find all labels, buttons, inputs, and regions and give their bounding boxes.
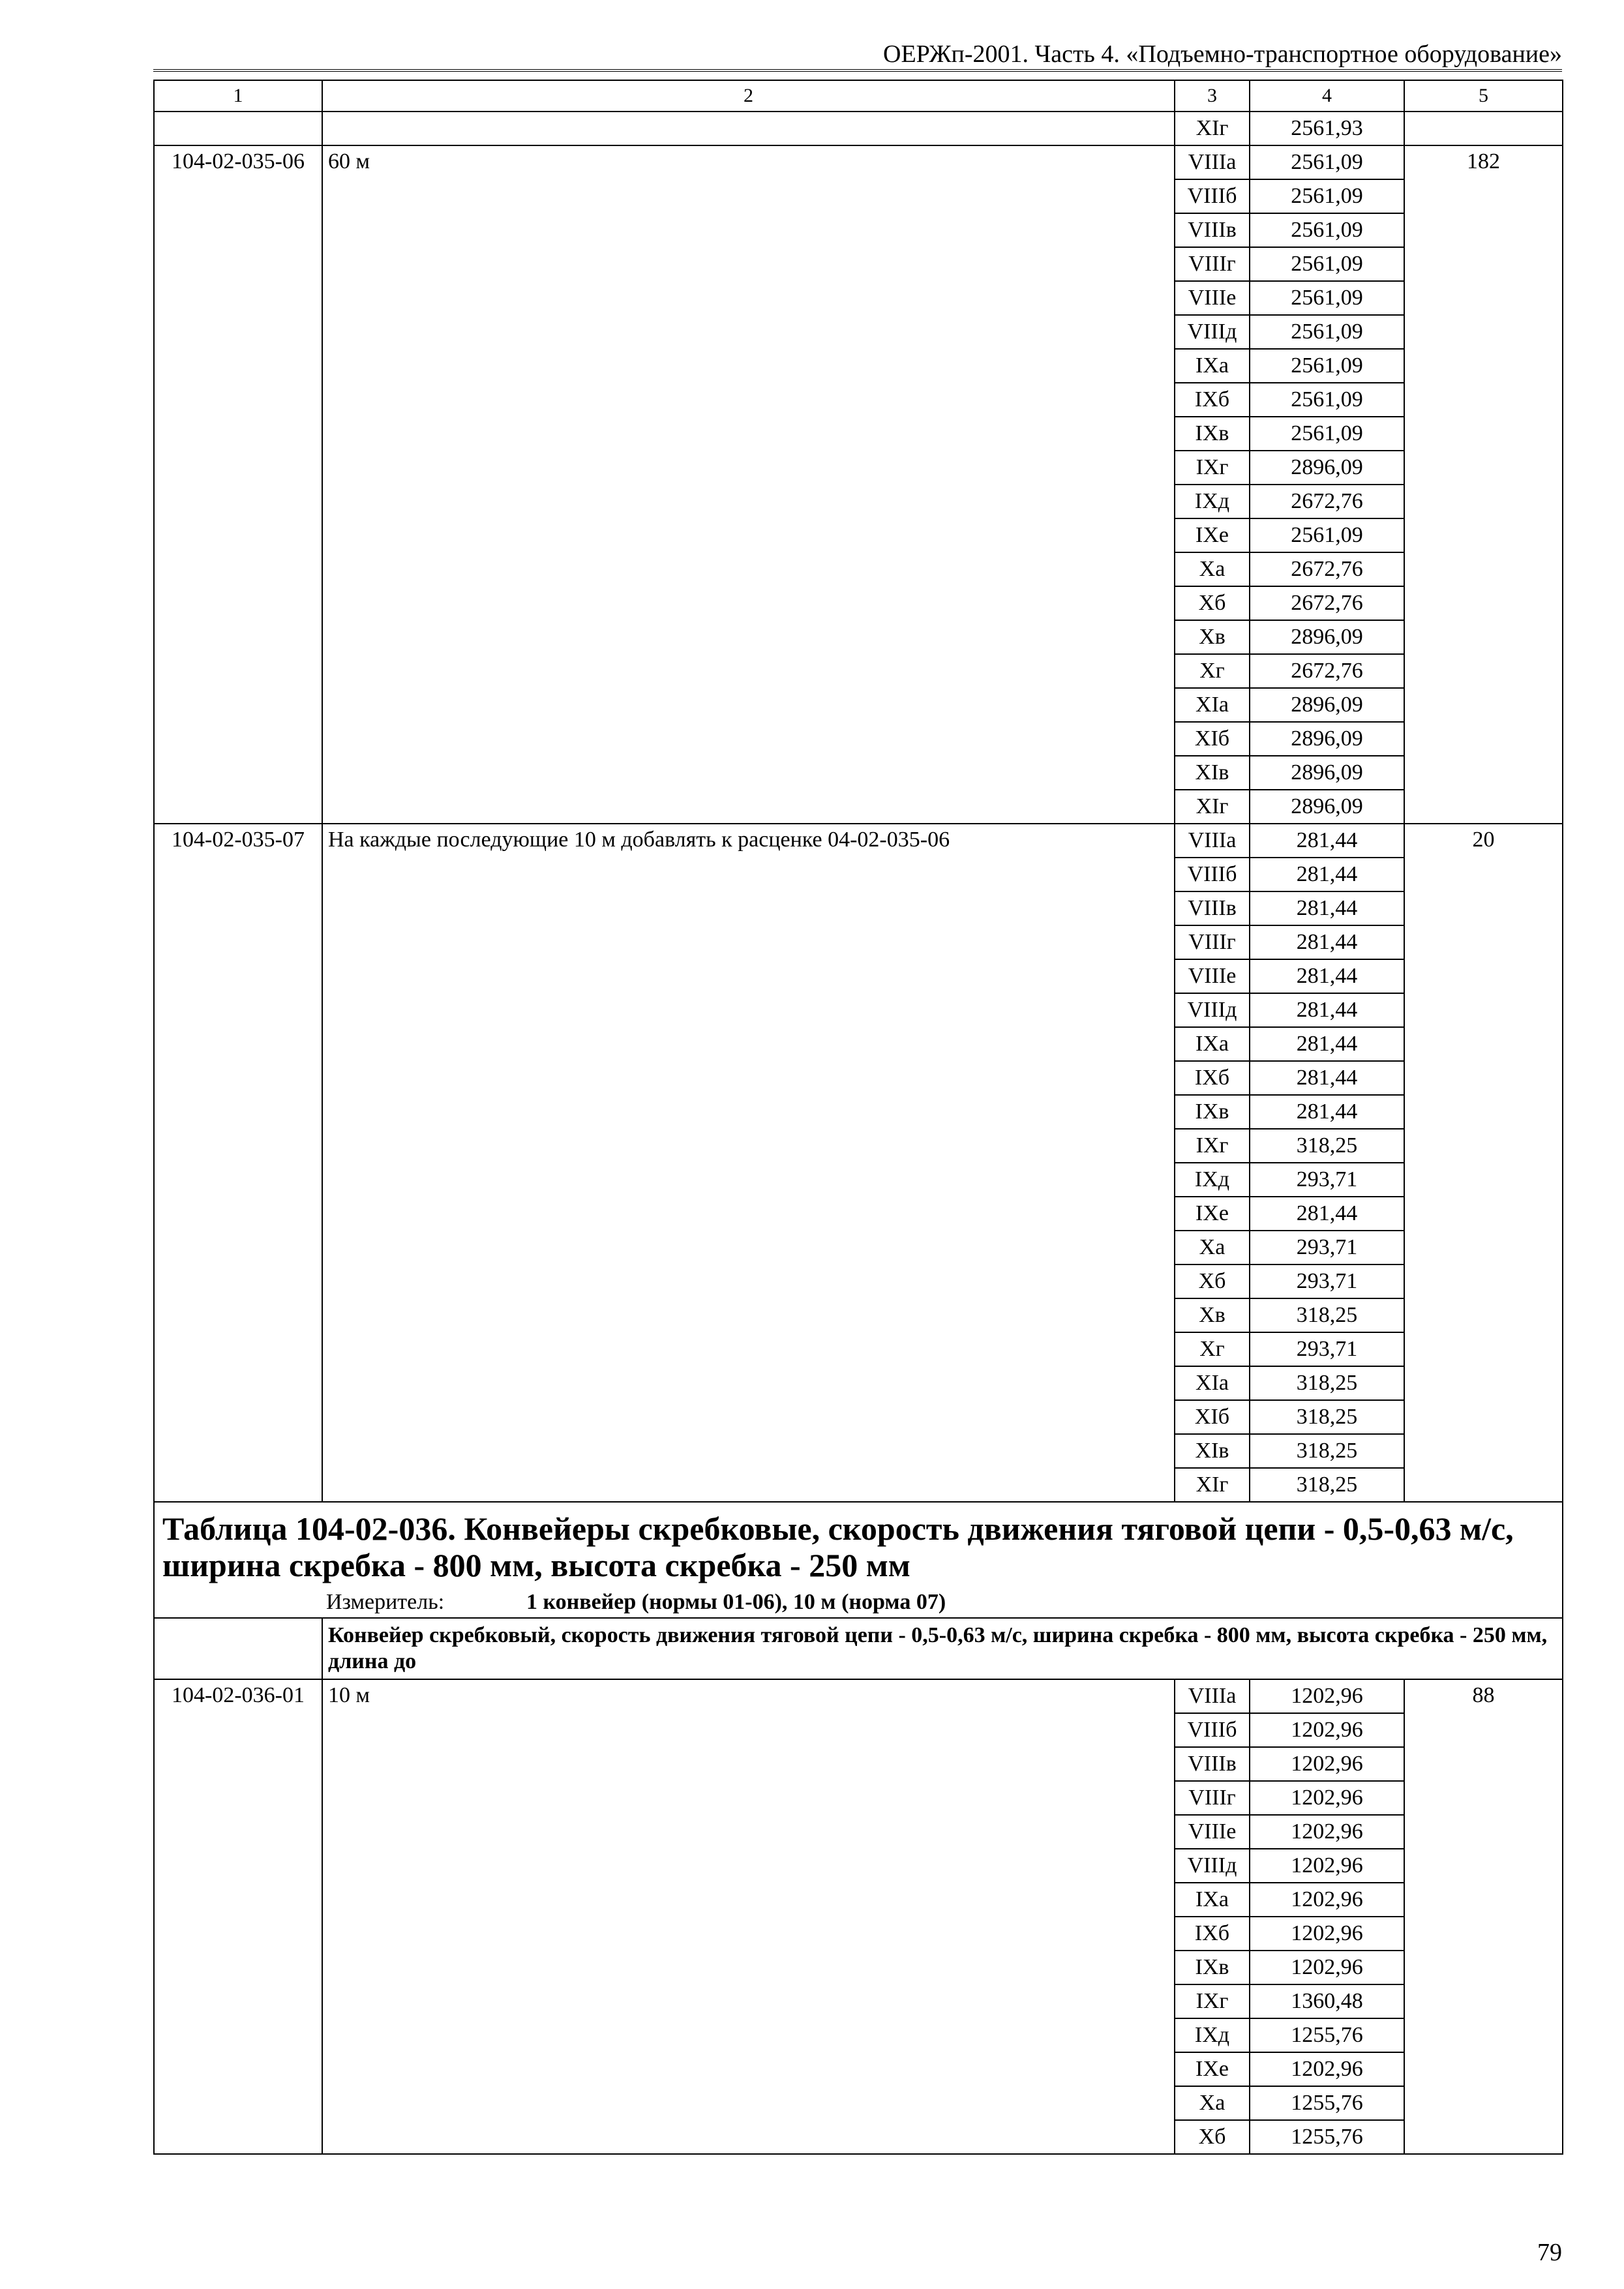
price-cell: 2561,93: [1250, 112, 1404, 145]
price-cell: 293,71: [1250, 1332, 1404, 1366]
category-cell: IXб: [1175, 1917, 1250, 1951]
category-cell: VIIIг: [1175, 247, 1250, 281]
category-cell: XIг: [1175, 790, 1250, 824]
table-row: [154, 145, 1563, 179]
category-cell: XIг: [1175, 112, 1250, 145]
column-number: 4: [1250, 80, 1404, 112]
category-cell: IXв: [1175, 1095, 1250, 1129]
category-cell: IXа: [1175, 1027, 1250, 1061]
norm-cell: 20: [1404, 824, 1563, 1502]
price-cell: 2561,09: [1250, 213, 1404, 247]
price-cell: 318,25: [1250, 1434, 1404, 1468]
price-cell: 281,44: [1250, 824, 1404, 858]
norm-cell: 88: [1404, 1679, 1563, 2154]
table-row: [154, 1679, 1563, 1713]
category-cell: Xа: [1175, 2086, 1250, 2120]
price-cell: 1255,76: [1250, 2086, 1404, 2120]
category-cell: VIIIг: [1175, 1781, 1250, 1815]
price-cell: 318,25: [1250, 1129, 1404, 1163]
category-cell: Xв: [1175, 1298, 1250, 1332]
subheading: Конвейер скребковый, скорость движения тяговой цепи - 0,5-0,63 м/с, ширина скребка - 800 мм, высота скребка - 250 мм, длина до: [322, 1618, 1563, 1679]
category-cell: XIв: [1175, 756, 1250, 790]
category-cell: IXд: [1175, 2018, 1250, 2052]
column-number: 1: [154, 80, 322, 112]
category-cell: VIIIв: [1175, 891, 1250, 925]
price-cell: 318,25: [1250, 1298, 1404, 1332]
norm-cell: 182: [1404, 145, 1563, 824]
column-number-row: [154, 80, 1563, 112]
category-cell: XIа: [1175, 688, 1250, 722]
price-cell: 2561,09: [1250, 247, 1404, 281]
category-cell: Xа: [1175, 1231, 1250, 1264]
category-cell: Xг: [1175, 654, 1250, 688]
category-cell: VIIIг: [1175, 925, 1250, 959]
price-cell: 1202,96: [1250, 1849, 1404, 1883]
price-cell: 318,25: [1250, 1400, 1404, 1434]
category-cell: IXе: [1175, 2052, 1250, 2086]
category-cell: VIIIд: [1175, 993, 1250, 1027]
category-cell: IXа: [1175, 1883, 1250, 1917]
category-cell: IXг: [1175, 1984, 1250, 2018]
meter-cell: [154, 1587, 1563, 1618]
price-cell: 2561,09: [1250, 518, 1404, 552]
rate-code: 104-02-035-06: [154, 145, 322, 824]
price-cell: 281,44: [1250, 993, 1404, 1027]
category-cell: XIв: [1175, 1434, 1250, 1468]
category-cell: Xб: [1175, 586, 1250, 620]
table-row: [154, 824, 1563, 858]
table-row: [154, 112, 1563, 145]
category-cell: IXв: [1175, 1951, 1250, 1984]
meter-value: 1 конвейер (нормы 01-06), 10 м (норма 07): [526, 1590, 946, 1614]
section-title: Таблица 104-02-036. Конвейеры скребковые, скорость движения тяговой цепи - 0,5-0,63 м/с, ширина скребка - 800 мм, высота скребка - 250 мм: [162, 1510, 1514, 1583]
price-cell: 2561,09: [1250, 383, 1404, 417]
category-cell: Xб: [1175, 1264, 1250, 1298]
category-cell: VIIIа: [1175, 145, 1250, 179]
price-cell: 281,44: [1250, 1061, 1404, 1095]
category-cell: VIIIа: [1175, 824, 1250, 858]
category-cell: IXг: [1175, 451, 1250, 485]
category-cell: IXе: [1175, 1197, 1250, 1231]
meter-label: Измеритель:: [326, 1590, 445, 1614]
description-cell: [322, 112, 1175, 145]
price-cell: 2561,09: [1250, 145, 1404, 179]
price-cell: 1202,96: [1250, 1781, 1404, 1815]
category-cell: VIIIе: [1175, 959, 1250, 993]
price-cell: 2896,09: [1250, 790, 1404, 824]
price-cell: 1202,96: [1250, 1815, 1404, 1849]
price-cell: 281,44: [1250, 925, 1404, 959]
price-cell: 2896,09: [1250, 688, 1404, 722]
price-cell: 1202,96: [1250, 1713, 1404, 1747]
price-cell: 1360,48: [1250, 1984, 1404, 2018]
price-cell: 1202,96: [1250, 2052, 1404, 2086]
code-cell: [154, 112, 322, 145]
price-cell: 281,44: [1250, 1197, 1404, 1231]
category-cell: Xг: [1175, 1332, 1250, 1366]
category-cell: XIа: [1175, 1366, 1250, 1400]
norm-cell: [1404, 112, 1563, 145]
category-cell: VIIIб: [1175, 1713, 1250, 1747]
price-cell: 2896,09: [1250, 756, 1404, 790]
price-cell: 1202,96: [1250, 1883, 1404, 1917]
price-cell: 2896,09: [1250, 620, 1404, 654]
rate-description: 60 м: [322, 145, 1175, 824]
category-cell: IXг: [1175, 1129, 1250, 1163]
price-cell: 281,44: [1250, 858, 1404, 891]
category-cell: VIIIв: [1175, 213, 1250, 247]
category-cell: Xа: [1175, 552, 1250, 586]
price-cell: 281,44: [1250, 1095, 1404, 1129]
category-cell: XIг: [1175, 1468, 1250, 1502]
price-cell: 281,44: [1250, 1027, 1404, 1061]
price-cell: 293,71: [1250, 1231, 1404, 1264]
price-cell: 1255,76: [1250, 2018, 1404, 2052]
code-cell: [154, 1618, 322, 1679]
category-cell: IXб: [1175, 383, 1250, 417]
category-cell: IXб: [1175, 1061, 1250, 1095]
price-cell: 318,25: [1250, 1468, 1404, 1502]
price-cell: 2896,09: [1250, 451, 1404, 485]
price-cell: 281,44: [1250, 959, 1404, 993]
price-cell: 2561,09: [1250, 349, 1404, 383]
price-cell: 1255,76: [1250, 2120, 1404, 2154]
category-cell: VIIIд: [1175, 1849, 1250, 1883]
price-cell: 293,71: [1250, 1264, 1404, 1298]
price-cell: 1202,96: [1250, 1951, 1404, 1984]
rates-table: [153, 80, 1563, 2155]
price-cell: 2561,09: [1250, 315, 1404, 349]
price-cell: 1202,96: [1250, 1917, 1404, 1951]
category-cell: Xв: [1175, 620, 1250, 654]
rate-code: 104-02-035-07: [154, 824, 322, 1502]
category-cell: IXд: [1175, 485, 1250, 518]
category-cell: VIIIв: [1175, 1747, 1250, 1781]
section-title-row: [154, 1502, 1563, 1587]
price-cell: 2672,76: [1250, 552, 1404, 586]
meter-row: [154, 1587, 1563, 1618]
price-cell: 1202,96: [1250, 1679, 1404, 1713]
column-number: 5: [1404, 80, 1563, 112]
price-cell: 2672,76: [1250, 654, 1404, 688]
price-cell: 2672,76: [1250, 586, 1404, 620]
price-cell: 1202,96: [1250, 1747, 1404, 1781]
document-title: ОЕРЖп-2001. Часть 4. «Подъемно-транспортное оборудование»: [883, 40, 1562, 68]
category-cell: VIIIе: [1175, 281, 1250, 315]
page-header: [153, 37, 1562, 72]
category-cell: Xб: [1175, 2120, 1250, 2154]
price-cell: 2561,09: [1250, 179, 1404, 213]
section-title-cell: [154, 1502, 1563, 1587]
price-cell: 2561,09: [1250, 417, 1404, 451]
price-cell: 281,44: [1250, 891, 1404, 925]
category-cell: IXд: [1175, 1163, 1250, 1197]
category-cell: VIIIе: [1175, 1815, 1250, 1849]
category-cell: VIIIд: [1175, 315, 1250, 349]
category-cell: VIIIб: [1175, 179, 1250, 213]
rate-description: 10 м: [322, 1679, 1175, 2154]
category-cell: IXв: [1175, 417, 1250, 451]
category-cell: VIIIа: [1175, 1679, 1250, 1713]
price-cell: 293,71: [1250, 1163, 1404, 1197]
price-cell: 2896,09: [1250, 722, 1404, 756]
price-cell: 2561,09: [1250, 281, 1404, 315]
category-cell: XIб: [1175, 722, 1250, 756]
category-cell: IXа: [1175, 349, 1250, 383]
column-number: 2: [322, 80, 1175, 112]
rate-code: 104-02-036-01: [154, 1679, 322, 2154]
category-cell: VIIIб: [1175, 858, 1250, 891]
price-cell: 318,25: [1250, 1366, 1404, 1400]
subheading-row: [154, 1618, 1563, 1679]
category-cell: IXе: [1175, 518, 1250, 552]
column-number: 3: [1175, 80, 1250, 112]
category-cell: XIб: [1175, 1400, 1250, 1434]
rate-description: На каждые последующие 10 м добавлять к расценке 04-02-035-06: [322, 824, 1175, 1502]
page-number: 79: [1537, 2239, 1562, 2266]
price-cell: 2672,76: [1250, 485, 1404, 518]
